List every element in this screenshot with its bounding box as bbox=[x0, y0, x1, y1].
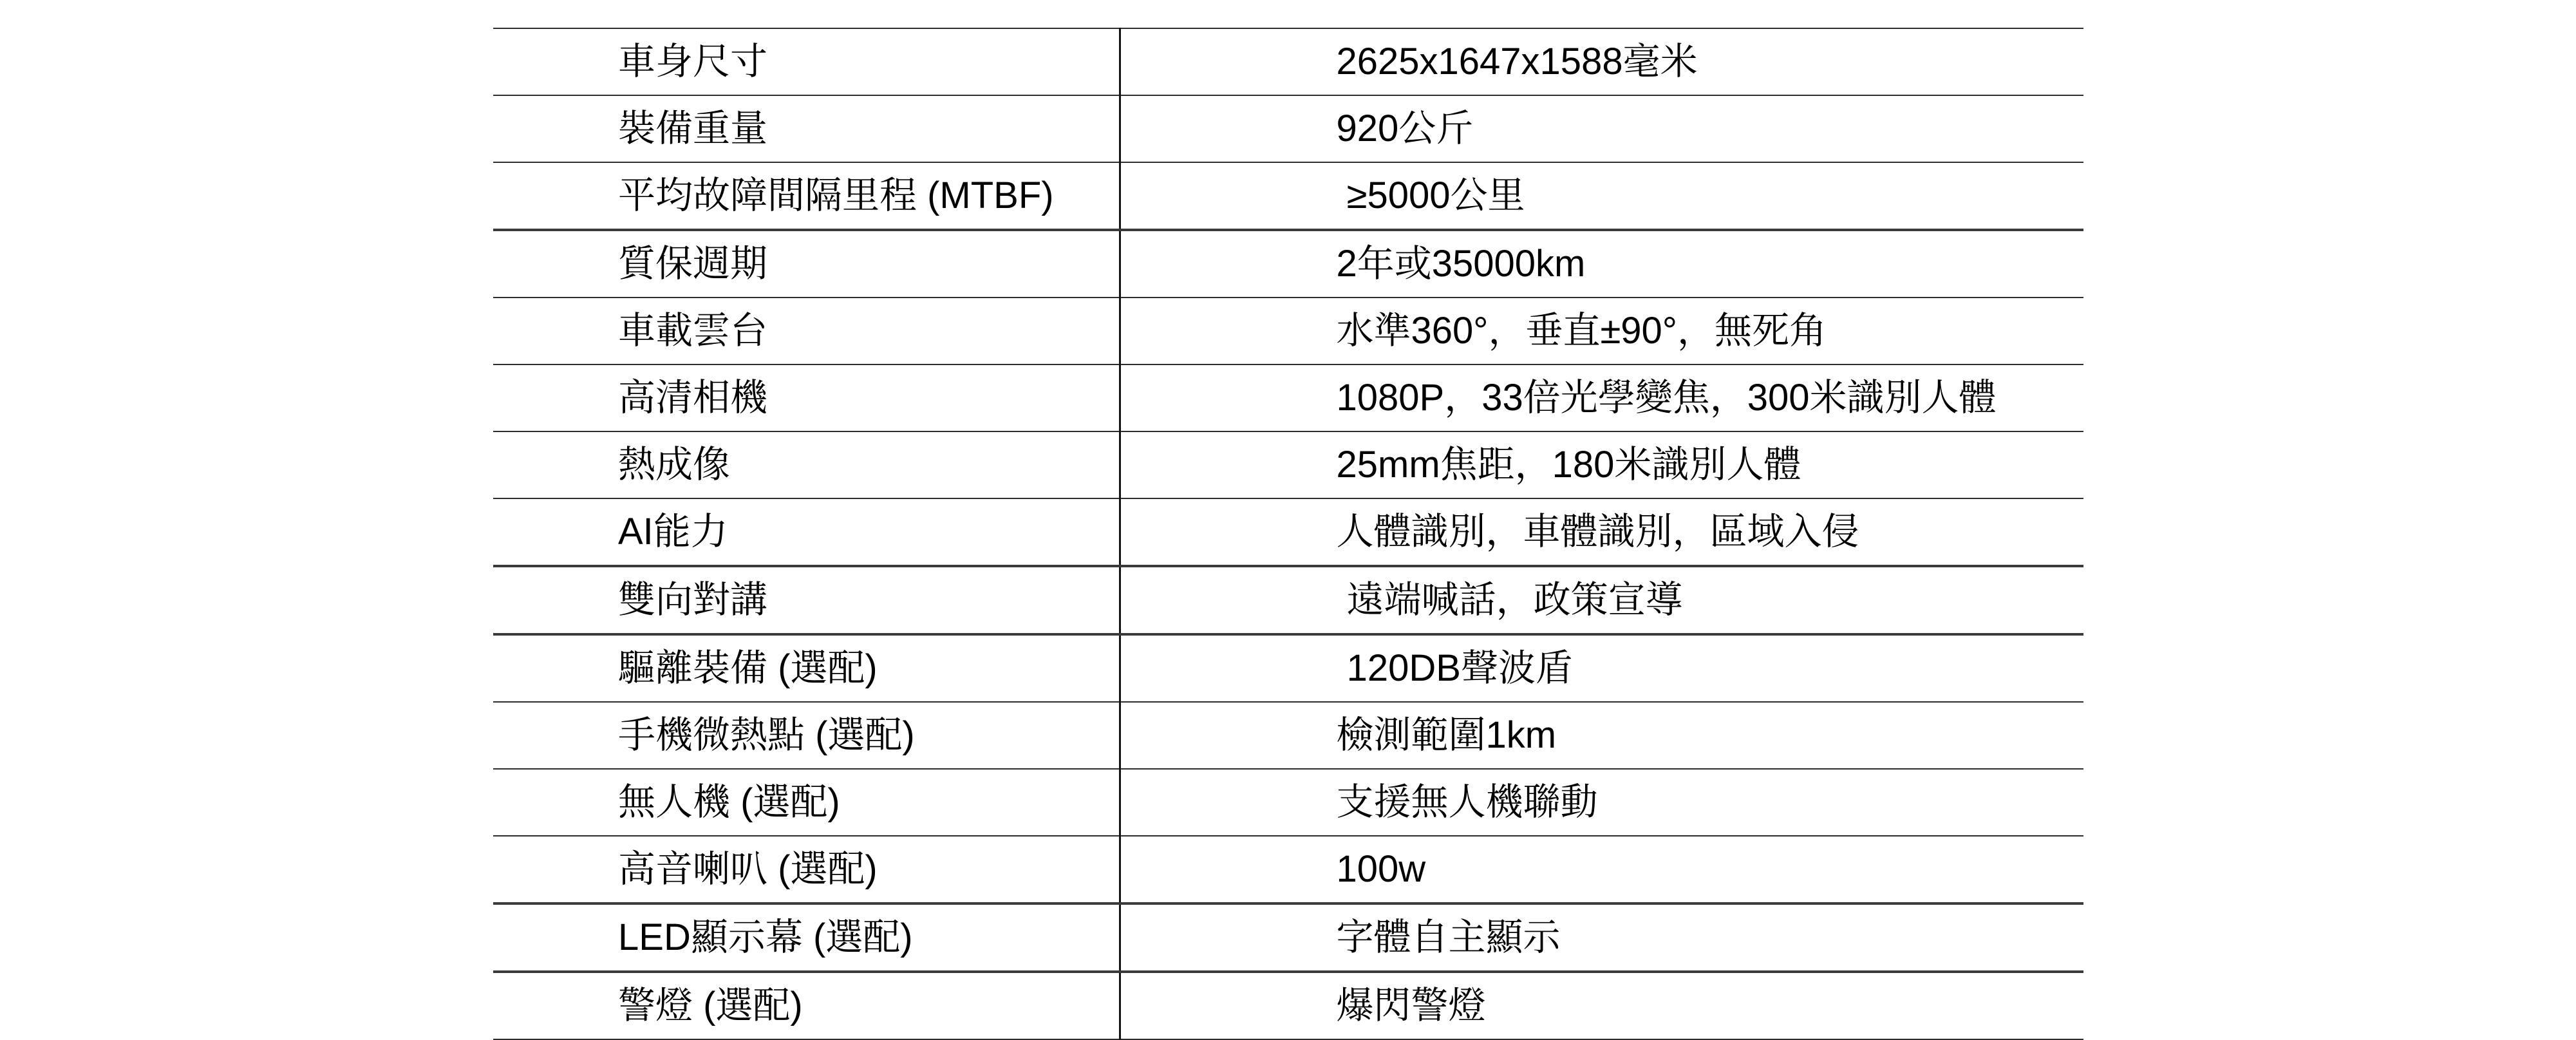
table-row bbox=[493, 566, 2083, 634]
table-row bbox=[493, 498, 2083, 566]
spec-label: 車身尺寸 bbox=[493, 28, 1120, 95]
table-row bbox=[493, 634, 2083, 702]
table-row bbox=[493, 702, 2083, 769]
table-row bbox=[493, 769, 2083, 836]
table-row bbox=[493, 162, 2083, 230]
table-row bbox=[493, 298, 2083, 364]
spec-value: 檢測範圍1km bbox=[1120, 702, 2083, 769]
table-row bbox=[493, 230, 2083, 298]
spec-label: LED顯示幕 (選配) bbox=[493, 903, 1120, 972]
spec-value: 人體識別，車體識別，區域入侵 bbox=[1120, 498, 2083, 566]
table-row bbox=[493, 364, 2083, 431]
spec-value: ≥5000公里 bbox=[1120, 162, 2083, 230]
spec-label: 平均故障間隔里程 (MTBF) bbox=[493, 162, 1120, 230]
spec-value: 100w bbox=[1120, 836, 2083, 903]
spec-label: 質保週期 bbox=[493, 230, 1120, 298]
spec-table bbox=[493, 28, 2083, 1040]
spec-value: 1080P，33倍光學變焦，300米識別人體 bbox=[1120, 364, 2083, 431]
spec-label: 雙向對講 bbox=[493, 566, 1120, 634]
spec-value: 爆閃警燈 bbox=[1120, 972, 2083, 1039]
spec-label: 無人機 (選配) bbox=[493, 769, 1120, 836]
spec-value: 支援無人機聯動 bbox=[1120, 769, 2083, 836]
spec-label: 高清相機 bbox=[493, 364, 1120, 431]
spec-value: 25mm焦距，180米識別人體 bbox=[1120, 431, 2083, 498]
spec-value: 920公斤 bbox=[1120, 95, 2083, 162]
spec-value: 2年或35000km bbox=[1120, 230, 2083, 298]
spec-value: 水準360°，垂直±90°，無死角 bbox=[1120, 298, 2083, 364]
spec-label: 裝備重量 bbox=[493, 95, 1120, 162]
spec-value: 遠端喊話，政策宣導 bbox=[1120, 566, 2083, 634]
spec-label: 手機微熱點 (選配) bbox=[493, 702, 1120, 769]
spec-table-body bbox=[493, 28, 2083, 1039]
table-row bbox=[493, 28, 2083, 95]
spec-label: 熱成像 bbox=[493, 431, 1120, 498]
table-row bbox=[493, 972, 2083, 1039]
table-row bbox=[493, 903, 2083, 972]
table-row bbox=[493, 836, 2083, 903]
spec-label: 車載雲台 bbox=[493, 298, 1120, 364]
spec-label: 驅離裝備 (選配) bbox=[493, 634, 1120, 702]
spec-label: AI能力 bbox=[493, 498, 1120, 566]
table-row bbox=[493, 431, 2083, 498]
spec-value: 字體自主顯示 bbox=[1120, 903, 2083, 972]
spec-value: 120DB聲波盾 bbox=[1120, 634, 2083, 702]
table-row bbox=[493, 95, 2083, 162]
spec-label: 高音喇叭 (選配) bbox=[493, 836, 1120, 903]
spec-value: 2625x1647x1588毫米 bbox=[1120, 28, 2083, 95]
spec-label: 警燈 (選配) bbox=[493, 972, 1120, 1039]
